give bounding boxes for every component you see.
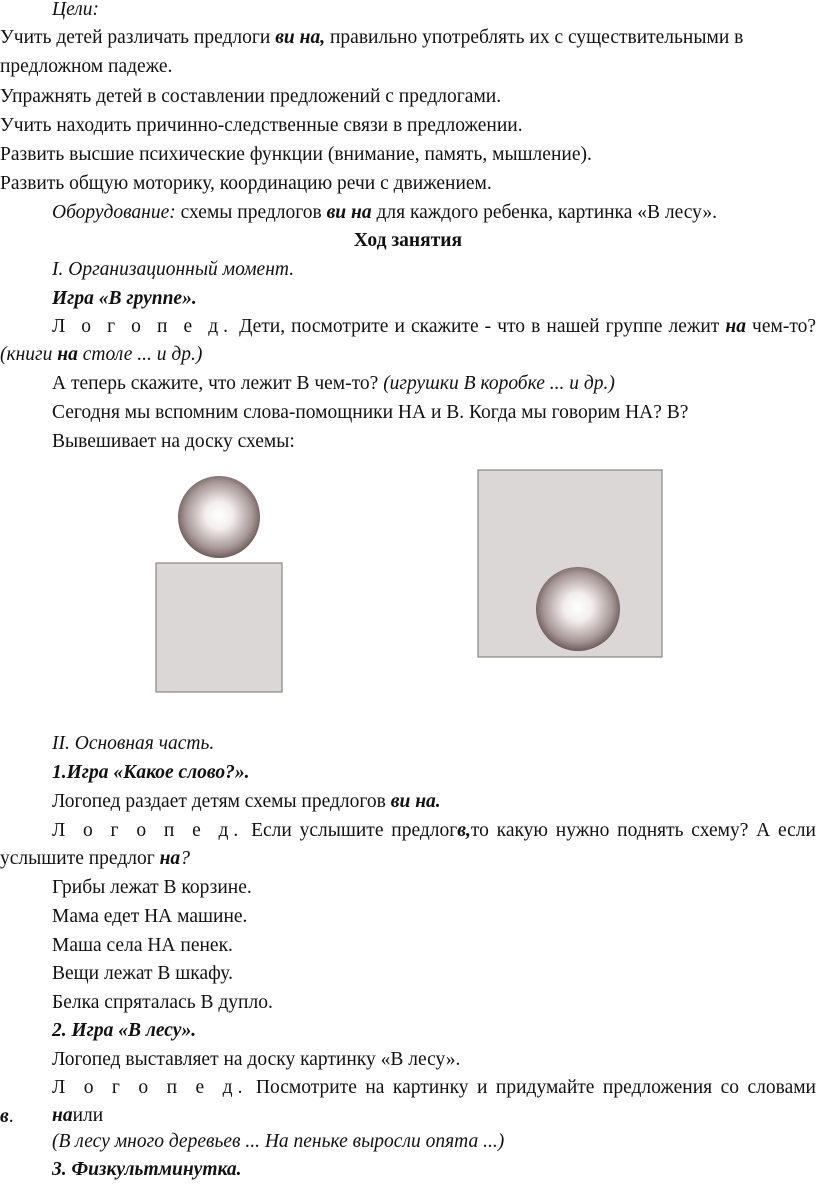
goal-line-5: Развить высшие психические функции (внимание, память, мышление).: [0, 144, 592, 165]
scheme-on-box: [156, 563, 282, 692]
goals-heading: Цели:: [52, 0, 99, 20]
game-in-forest-heading: 2. Игра «В лесу».: [52, 1020, 197, 1041]
game1-line: Логопед раздает детям схемы предлогов ви на.: [52, 791, 441, 812]
goal-line-4: Учить находить причинно-следственные связи в предложении.: [0, 115, 523, 136]
part1-heading: I. Организационный момент.: [52, 259, 295, 280]
sentence-5: Белка спряталась В дупло.: [52, 992, 273, 1013]
scheme-on: [150, 470, 290, 700]
sentence-2: Мама едет НА машине.: [52, 906, 248, 927]
game-which-word-heading: 1.Игра «Какое слово?».: [52, 762, 250, 783]
part2-heading: II. Основная часть.: [52, 733, 215, 754]
speech-line-4: Сегодня мы вспомним слова-помощники НА и В. Когда мы говорим НА? В?: [52, 402, 689, 423]
scheme-on-ball: [178, 476, 260, 558]
goal-line-3: Упражнять детей в составлении предложений с предлогами.: [0, 86, 502, 107]
question-line-1: Л о г о п е д. Если услышите предлогв,то какую нужно поднять схему? А если: [52, 820, 816, 841]
speech-line-2: (книги на столе ... и др.): [0, 344, 203, 365]
lesson-title: Ход занятия: [353, 230, 463, 251]
game-in-group-heading: Игра «В группе».: [52, 288, 197, 309]
game2-line: Логопед выставляет на доску картинку «В лесу».: [52, 1049, 461, 1070]
task-line-1: Л о г о п е д. Посмотрите на картинку и придумайте предложения со словами наили: [52, 1077, 816, 1126]
goal-line-1: Учить детей различать предлоги ви на, правильно употреблять их с существительными в: [0, 27, 744, 48]
scheme-in: [470, 462, 670, 662]
scheme-in-ball: [536, 567, 620, 651]
speech-line-1: Л о г о п е д. Дети, посмотрите и скажите - что в нашей группе лежит на чем-то?: [52, 316, 816, 337]
warmup-heading: 3. Физкультминутка.: [52, 1159, 242, 1180]
goal-line-2: предложном падеже.: [0, 56, 173, 77]
sentence-4: Вещи лежат В шкафу.: [52, 963, 233, 984]
goal-line-6: Развить общую моторику, координацию речи с движением.: [0, 173, 492, 194]
task-line-2: в.: [0, 1106, 14, 1127]
sentence-1: Грибы лежат В корзине.: [52, 877, 252, 898]
speech-line-5: Вывешивает на доску схемы:: [52, 431, 295, 452]
sentence-3: Маша села НА пенек.: [52, 935, 233, 956]
speech-line-3: А теперь скажите, что лежит В чем-то? (игрушки В коробке ... и др.): [52, 373, 615, 394]
example-line: (В лесу много деревьев ... На пеньке выросли опята ...): [52, 1131, 505, 1152]
question-line-2: услышите предлог на?: [0, 848, 190, 869]
equipment-line: Оборудование: схемы предлогов ви на для каждого ребенка, картинка «В лесу».: [52, 202, 718, 223]
